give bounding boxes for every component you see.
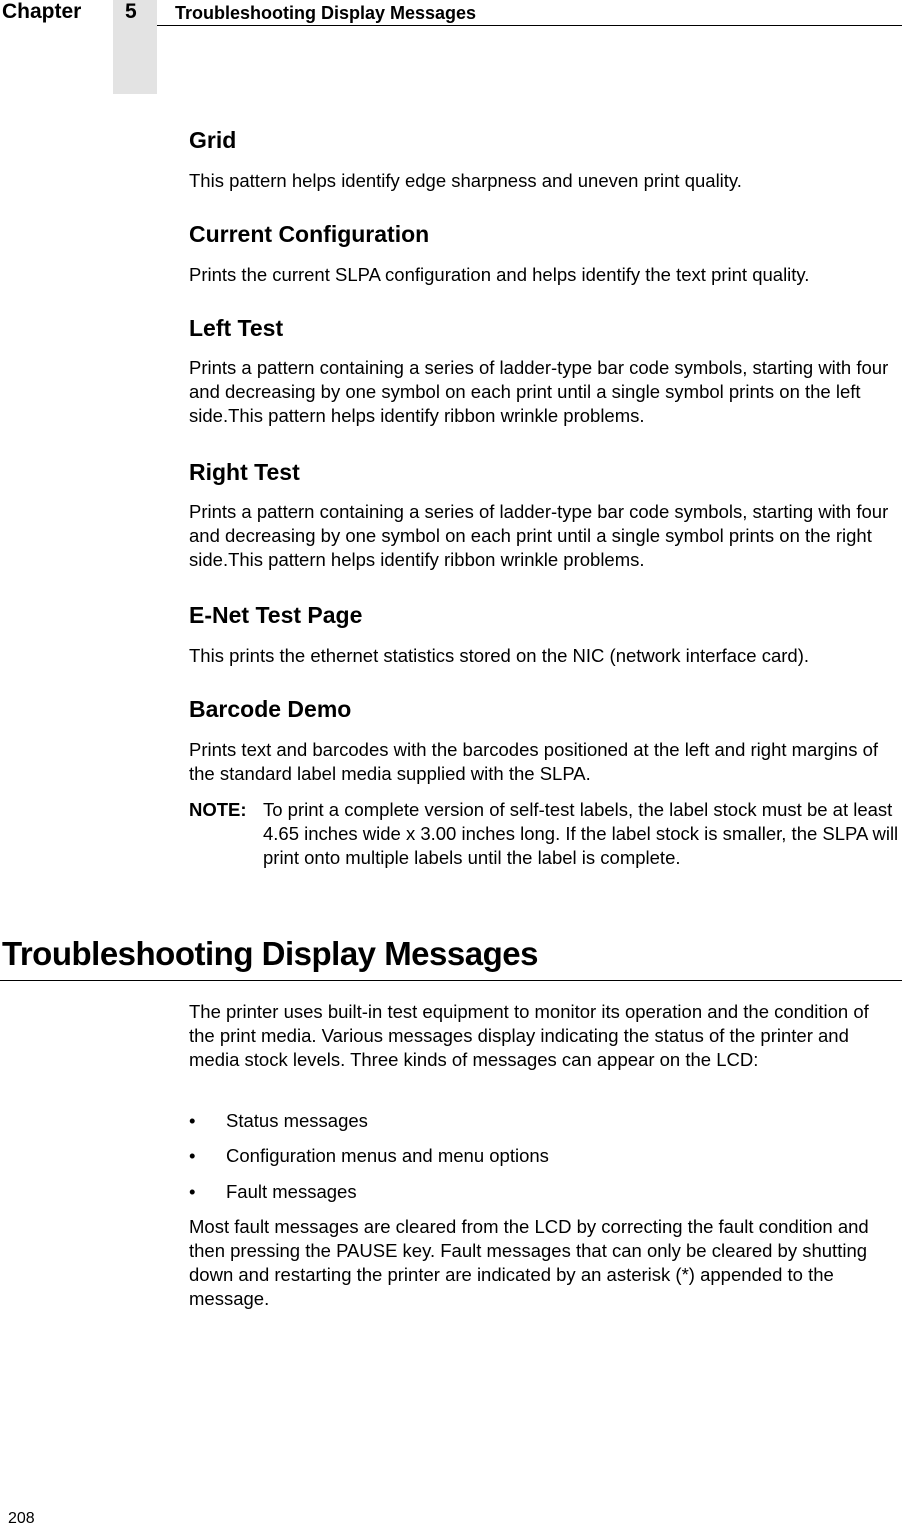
list-item-text: Status messages xyxy=(226,1110,368,1131)
section-rule xyxy=(0,980,902,981)
heading-right-test: Right Test xyxy=(189,459,300,485)
chapter-number: 5 xyxy=(125,0,137,23)
paragraph-barcode-demo: Prints text and barcodes with the barcodes positioned at the left and right margins of the standard label media supplied with the SLPA. xyxy=(189,739,879,784)
chapter-label: Chapter xyxy=(2,0,82,23)
note-text: To print a complete version of self-test labels, the label stock must be at least 4.65 inches wide x 3.00 inches long. If the label stock is smaller, the SLPA will print onto multiple labels until the label is complete. xyxy=(263,799,899,868)
paragraph-troubleshooting-intro: The printer uses built-in test equipment to monitor its operation and the condition of the print media. Various messages display indicating the status of the printer and media stock levels. Three kinds of messages can appear on the LCD: xyxy=(189,1001,869,1070)
paragraph-grid: This pattern helps identify edge sharpness and uneven print quality. xyxy=(189,170,742,191)
heading-grid: Grid xyxy=(189,127,237,153)
bullet-icon: • xyxy=(189,1110,196,1131)
running-title: Troubleshooting Display Messages xyxy=(175,3,477,23)
list-item-text: Fault messages xyxy=(226,1181,357,1202)
heading-barcode-demo: Barcode Demo xyxy=(189,696,352,722)
list-item-text: Configuration menus and menu options xyxy=(226,1145,549,1166)
bullet-icon: • xyxy=(189,1145,196,1166)
bullet-icon: • xyxy=(189,1181,196,1202)
section-heading-troubleshooting: Troubleshooting Display Messages xyxy=(2,935,538,972)
page-number: 208 xyxy=(8,1510,35,1527)
paragraph-enet-test-page: This prints the ethernet statistics stored on the NIC (network interface card). xyxy=(189,645,810,666)
paragraph-right-test: Prints a pattern containing a series of ladder-type bar code symbols, starting with four and decreasing by one symbol on each print until a single symbol prints on the right side.This pattern helps identify ribbon wrinkle problems. xyxy=(189,501,889,570)
paragraph-current-configuration: Prints the current SLPA configuration and helps identify the text print quality. xyxy=(189,264,810,285)
note-label: NOTE: xyxy=(189,799,247,820)
heading-current-configuration: Current Configuration xyxy=(189,221,430,247)
heading-enet-test-page: E-Net Test Page xyxy=(189,602,363,628)
paragraph-troubleshooting-closing: Most fault messages are cleared from the LCD by correcting the fault condition and then pressing the PAUSE key. Fault messages that can only be cleared by shutting down and restarting the printer are indicated by an asterisk (*) appended to the message. xyxy=(189,1216,869,1309)
heading-left-test: Left Test xyxy=(189,315,284,341)
paragraph-left-test: Prints a pattern containing a series of ladder-type bar code symbols, starting with four and decreasing by one symbol on each print until a single symbol prints on the left side.This pattern helps identify ribbon wrinkle problems. xyxy=(189,357,889,426)
header-rule xyxy=(157,25,902,26)
